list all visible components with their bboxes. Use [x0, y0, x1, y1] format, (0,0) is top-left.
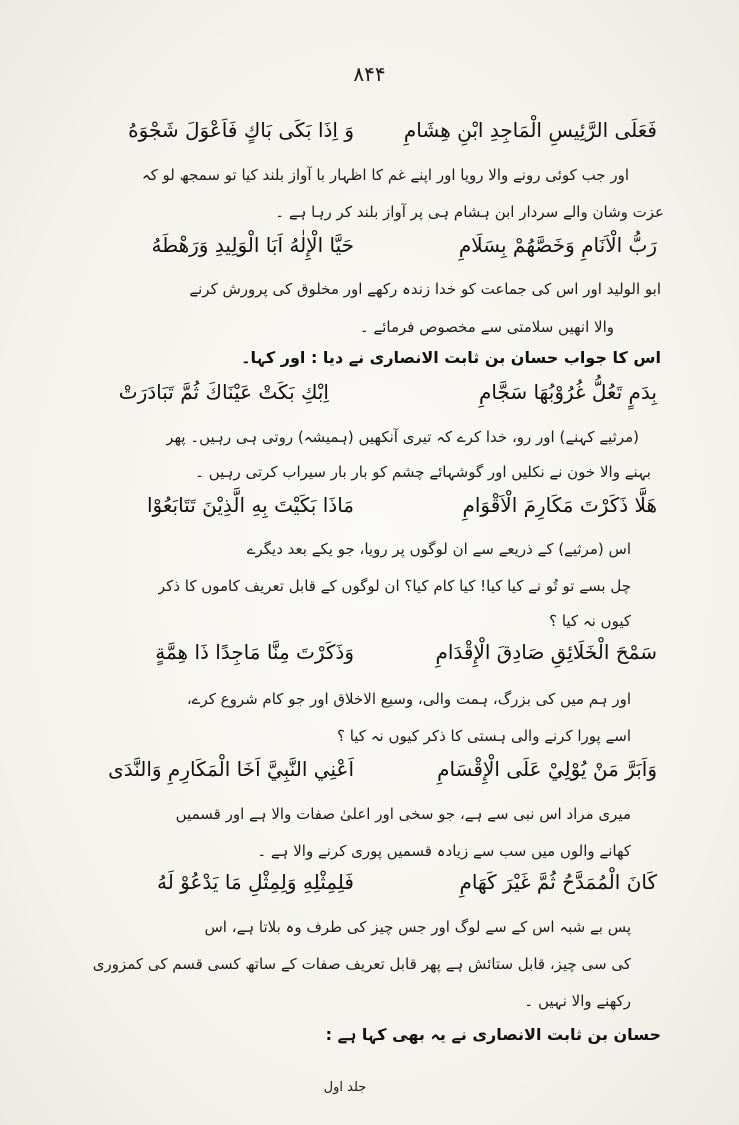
verse-5 [0, 640, 739, 672]
translation-line: چل بسے تو تُو نے کیا کیا! کیا کام کیا؟ ان لوگوں کے قابل تعریف کاموں کا ذکر [157, 577, 631, 595]
verse-6-right-hemistich: اَعْنِي النَّبِيَّ اَخَا الْمَكَارِمِ وَالنَّدَى [108, 757, 354, 781]
verse-7-left-hemistich: كَانَ الْمُمَدَّحُ ثُمَّ غَيْرَ كَهَامِ [459, 870, 657, 894]
page-number: ۸۴۴ [353, 62, 386, 86]
verse-4-left-hemistich: هَلَّا ذَكَرْتَ مَكَارِمَ الْاَقْوَامِ [462, 493, 657, 517]
verse-2-right-hemistich: حَيَّا الْإِلٰهُ اَبَا الْوَلِيدِ وَرَهْطَهُ [151, 233, 354, 257]
translation-line: رکھنے والا نہیں ۔ [524, 992, 631, 1010]
translation-line: کیوں نہ کیا ؟ [549, 612, 631, 630]
verse-4 [0, 493, 739, 525]
verse-3 [0, 380, 739, 412]
verse-6-left-hemistich: وَاَبَرَّ مَنْ يُوْلِيْ عَلَى الْإِقْسَامِ [437, 757, 657, 781]
translation-line: اور جب کوئی رونے والا رویا اور اپنے غم کا اظہار با آواز بلند کیا تو سمجھ لو کہ [141, 166, 629, 184]
verse-3-right-hemistich: اِبْكِ بَكَتْ عَيْنَاكَ ثُمَّ تَبَادَرَتْ [118, 380, 329, 404]
verse-1 [0, 118, 739, 150]
translation-line: اسے پورا کرنے والی ہستی کا ذکر کیوں نہ کیا ؟ [336, 727, 631, 745]
verse-1-right-hemistich: وَ اِذَا بَكَى بَاكٍ فَاَعْوَلَ شَجْوَهُ [128, 118, 354, 142]
verse-7-right-hemistich: فَلِمِثْلِهِ وَلِمِثْلِ مَا يَدْعُوْ لَهُ [156, 870, 354, 894]
verse-3-left-hemistich: بِدَمٍ تَعُلُّ غُرُوْبُهَا سَجَّامِ [478, 380, 657, 404]
translation-line: اس (مرثیے) کے ذریعے سے ان لوگوں پر رویا، جو یکے بعد دیگرے [246, 540, 631, 558]
verse-2-left-hemistich: رَبُّ الْاَنَامِ وَخَصَّهُمْ بِسَلَامِ [458, 233, 657, 257]
volume-label: جلد اول [323, 1080, 367, 1095]
translation-line: ابو الولید اور اس کی جماعت کو خدا زندہ رکھے اور مخلوق کی پرورش کرنے [189, 280, 661, 298]
translation-line: کی سی چیز، قابل ستائش ہے پھر قابل تعریف صفات کے ساتھ کسی قسم کی کمزوری [92, 955, 631, 973]
verse-4-right-hemistich: مَاذَا بَكَيْتَ بِهِ الَّذِيْنَ تَتَابَعُوْا [146, 493, 354, 517]
translation-line: عزت وشان والے سردار ابن ہشام ہی پر آواز بلند کر رہا ہے ۔ [275, 203, 664, 221]
translation-line: میری مراد اس نبی سے ہے، جو سخی اور اعلیٰ صفات والا ہے اور قسمیں [175, 805, 631, 823]
verse-1-left-hemistich: فَعَلَى الرَّئِيسِ الْمَاجِدِ ابْنِ هِشَامِ [403, 118, 657, 142]
verse-7 [0, 870, 739, 902]
translation-line: والا انھیں سلامتی سے مخصوص فرمائے ۔ [359, 318, 614, 336]
translation-line: پس بے شبہ اس کے سے لوگ اور جس چیز کی طرف وہ بلاتا ہے، اس [204, 918, 631, 936]
verse-2 [0, 233, 739, 265]
section-heading: اس کا جواب حسان بن ثابت الانصاری نے دیا : اور کہا۔ [241, 348, 661, 367]
translation-line: اور ہم میں کی بزرگ، ہمت والی، وسیع الاخلاق اور جو کام شروع کرے، [186, 690, 631, 708]
verse-6 [0, 757, 739, 789]
verse-5-left-hemistich: سَمْحَ الْخَلَائِقِ صَادِقَ الْإِقْدَامِ [435, 640, 657, 664]
translation-line: بہنے والا خون نے نکلیں اور گوشہائے چشم کو بار بار سیراب کرتی رہیں ۔ [195, 463, 651, 481]
verse-5-right-hemistich: وَذَكَرْتَ مِنَّا مَاجِدًا ذَا هِمَّةٍ [155, 640, 354, 664]
translation-line: کھانے والوں میں سب سے زیادہ قسمیں پوری کرنے والا ہے ۔ [257, 842, 631, 860]
section-heading: حسان بن ثابت الانصاری نے یہ بھی کہا ہے : [325, 1025, 661, 1044]
translation-line: (مرثیے کہنے) اور رو، خدا کرے کہ تیری آنکھیں (ہمیشہ) روتی ہی رہیں۔ پھر [166, 428, 639, 446]
